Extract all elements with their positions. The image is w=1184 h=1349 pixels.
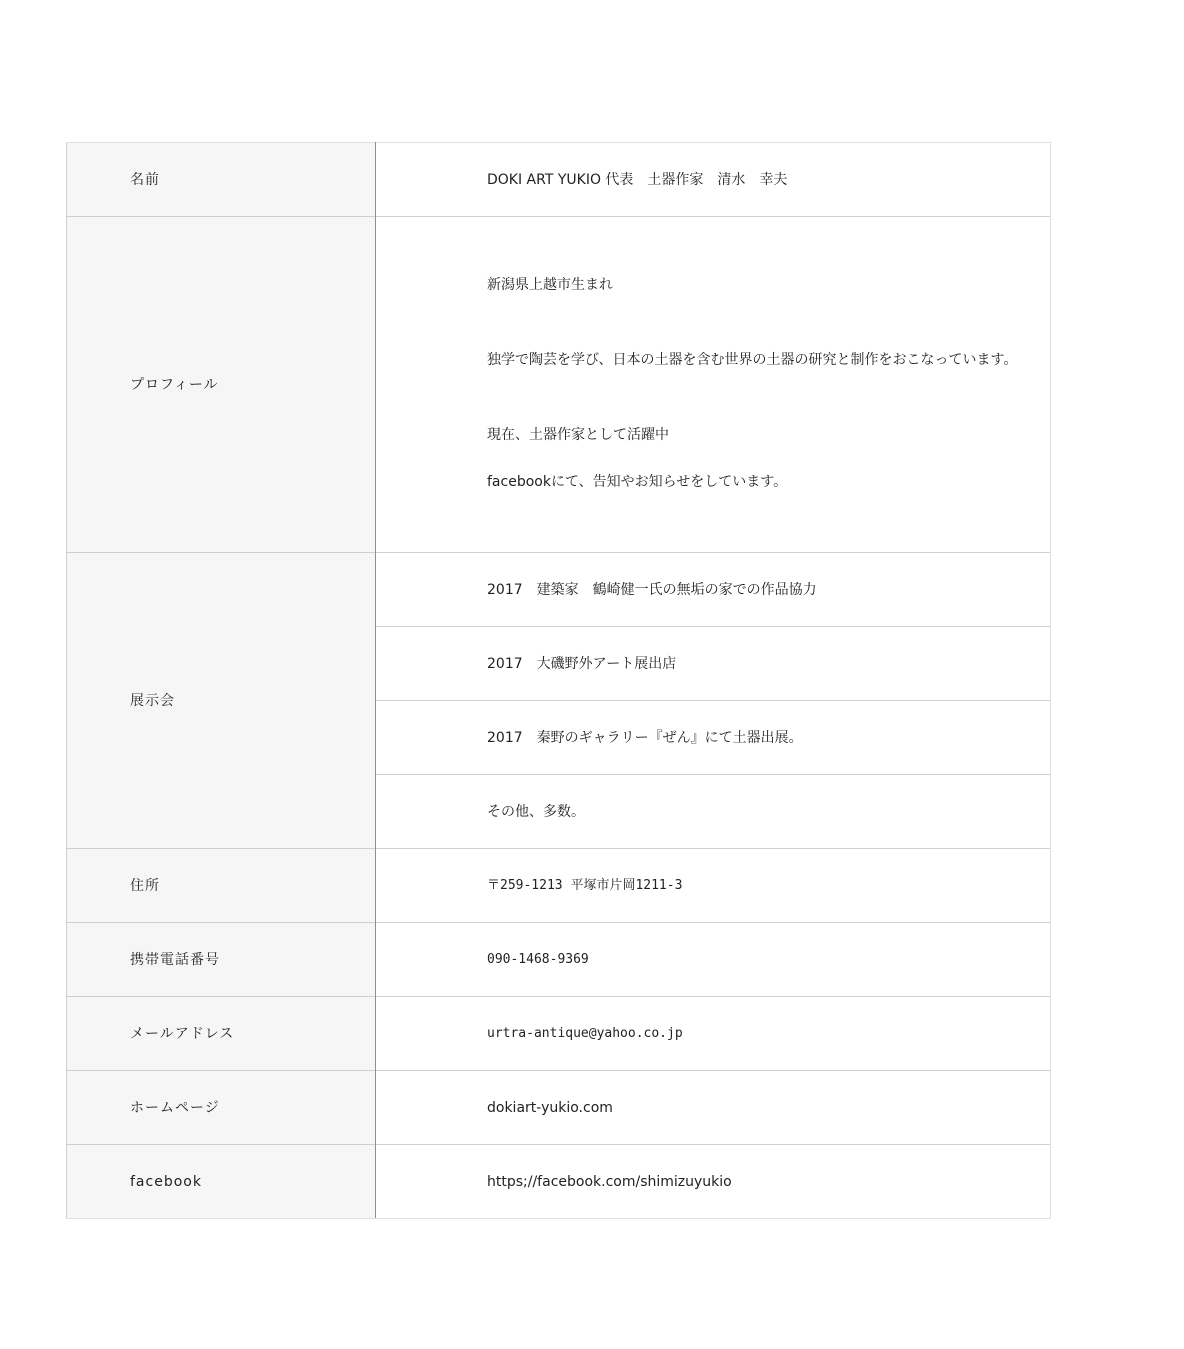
email-label: メールアドレス — [67, 997, 376, 1071]
email-row — [67, 997, 1051, 1071]
exhibition-item: その他、多数。 — [376, 775, 1051, 849]
profile-line: facebookにて、告知やお知らせをしています。 — [487, 474, 788, 490]
mobile-value: 090-1468-9369 — [376, 923, 1051, 997]
homepage-row — [67, 1071, 1051, 1145]
facebook-value: https;//facebook.com/shimizuyukio — [376, 1145, 1051, 1219]
mobile-row — [67, 923, 1051, 997]
exhibition-item: 2017 建築家 鶴崎健一氏の無垢の家での作品協力 — [376, 553, 1051, 627]
exhibition-item: 2017 大磯野外アート展出店 — [376, 627, 1051, 701]
facebook-label: facebook — [67, 1145, 376, 1219]
homepage-label: ホームページ — [67, 1071, 376, 1145]
facebook-row — [67, 1145, 1051, 1219]
exhibition-row — [67, 553, 1051, 627]
exhibition-item: 2017 秦野のギャラリー『ぜん』にて土器出展。 — [376, 701, 1051, 775]
email-value: urtra-antique@yahoo.co.jp — [376, 997, 1051, 1071]
mobile-label: 携帯電話番号 — [67, 923, 376, 997]
address-label: 住所 — [67, 849, 376, 923]
profile-line: 現在、土器作家として活躍中 — [487, 426, 669, 443]
profile-label: プロフィール — [67, 217, 376, 553]
address-value: 〒259-1213 平塚市片岡1211-3 — [376, 849, 1051, 923]
profile-value — [376, 217, 1051, 553]
name-label: 名前 — [67, 143, 376, 217]
exhibitions-label: 展示会 — [67, 553, 376, 849]
profile-line: 新潟県上越市生まれ — [487, 276, 613, 293]
profile-line: 独学で陶芸を学び、日本の土器を含む世界の土器の研究と制作をおこなっています。 — [487, 351, 1018, 368]
address-row — [67, 849, 1051, 923]
profile-row — [67, 217, 1051, 553]
name-value: DOKI ART YUKIO 代表 土器作家 清水 幸夫 — [376, 143, 1051, 217]
name-row — [67, 143, 1051, 217]
homepage-value: dokiart-yukio.com — [376, 1071, 1051, 1145]
profile-table — [66, 142, 1051, 1219]
